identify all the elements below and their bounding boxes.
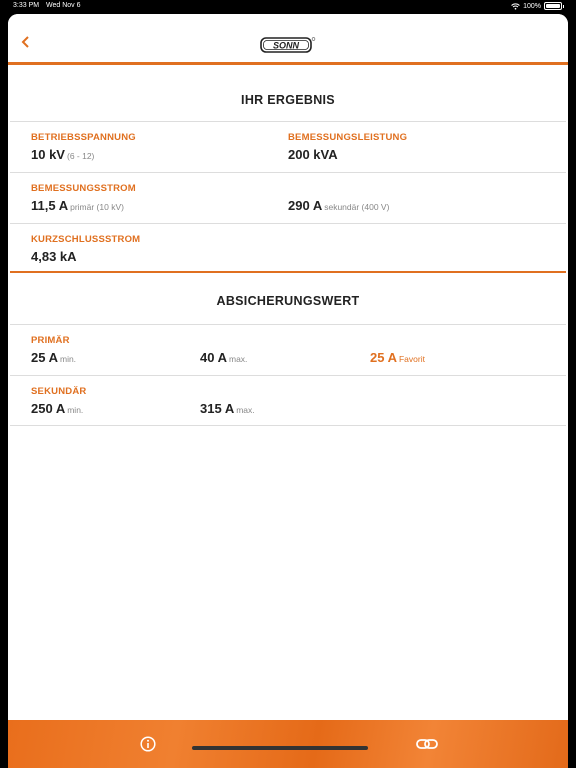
bottom-toolbar [8, 720, 568, 768]
result-title: IHR ERGEBNIS [241, 93, 335, 107]
navbar-accent-line [8, 62, 568, 65]
primar-max-label: max. [228, 354, 248, 364]
fuse-title: ABSICHERUNGSWERT [216, 294, 360, 308]
bemessungsstrom-primary [31, 198, 124, 213]
betriebsspannung-number: 10 kV [31, 147, 65, 162]
primar-label: PRIMÄR [31, 335, 70, 346]
bemessungsstrom-primary-detail: primär (10 kV) [70, 202, 124, 212]
primar-max-value: 40 A [200, 350, 227, 365]
status-time: 3:33 PM [13, 2, 40, 9]
navigation-bar [8, 14, 568, 64]
info-icon[interactable] [140, 736, 156, 752]
battery-percent: 100% [523, 2, 541, 10]
sekundar-max [200, 401, 255, 416]
sekundar-min-label: min. [67, 405, 84, 415]
sekundar-max-value: 315 A [200, 401, 235, 416]
primar-favorit-label: Favorit [398, 354, 425, 364]
divider [10, 425, 566, 426]
divider [10, 121, 566, 122]
sekundar-max-label: max. [236, 405, 255, 415]
svg-text:SONN: SONN [272, 40, 300, 51]
bemessungsstrom-secondary [288, 198, 389, 213]
kurzschlussstrom-value: 4,83 kA [31, 249, 77, 264]
primar-min-label: min. [59, 354, 77, 364]
chevron-left-icon[interactable] [18, 34, 34, 50]
divider [10, 375, 566, 376]
bemessungsstrom-primary-number: 11,5 A [31, 198, 69, 213]
app-screen [8, 14, 568, 768]
divider [10, 324, 566, 325]
sekundar-min [31, 401, 83, 416]
betriebsspannung-range: (6 - 12) [66, 151, 95, 161]
sekundar-label: SEKUNDÄR [31, 386, 87, 397]
divider [10, 172, 566, 173]
primar-min-value: 25 A [31, 350, 58, 365]
battery-cap [563, 5, 564, 8]
status-date: Wed Nov 6 [46, 2, 81, 9]
kurzschlussstrom-label: KURZSCHLUSSSTROM [31, 234, 141, 245]
bemessungsleistung-label: BEMESSUNGSLEISTUNG [288, 132, 408, 143]
bemessungsleistung-value: 200 kVA [288, 147, 338, 162]
section-accent-divider [10, 271, 566, 273]
sekundar-min-value: 250 A [31, 401, 66, 416]
divider [10, 223, 566, 224]
primar-favorit-value: 25 A [370, 350, 397, 365]
bemessungsstrom-label: BEMESSUNGSSTROM [31, 183, 136, 194]
primar-favorit [370, 350, 425, 365]
home-indicator[interactable] [192, 746, 368, 750]
primar-max [200, 350, 247, 365]
wifi-icon [511, 3, 520, 10]
battery-icon [544, 2, 562, 10]
sonn-logo [260, 36, 316, 54]
status-indicators [511, 2, 564, 10]
bemessungsstrom-secondary-number: 290 A [288, 198, 323, 213]
betriebsspannung-label: BETRIEBSSPANNUNG [31, 132, 136, 143]
betriebsspannung-value [31, 147, 94, 162]
primar-min [31, 350, 76, 365]
status-bar [0, 0, 576, 14]
link-icon[interactable] [416, 738, 438, 750]
bemessungsstrom-secondary-detail: sekundär (400 V) [324, 202, 390, 212]
